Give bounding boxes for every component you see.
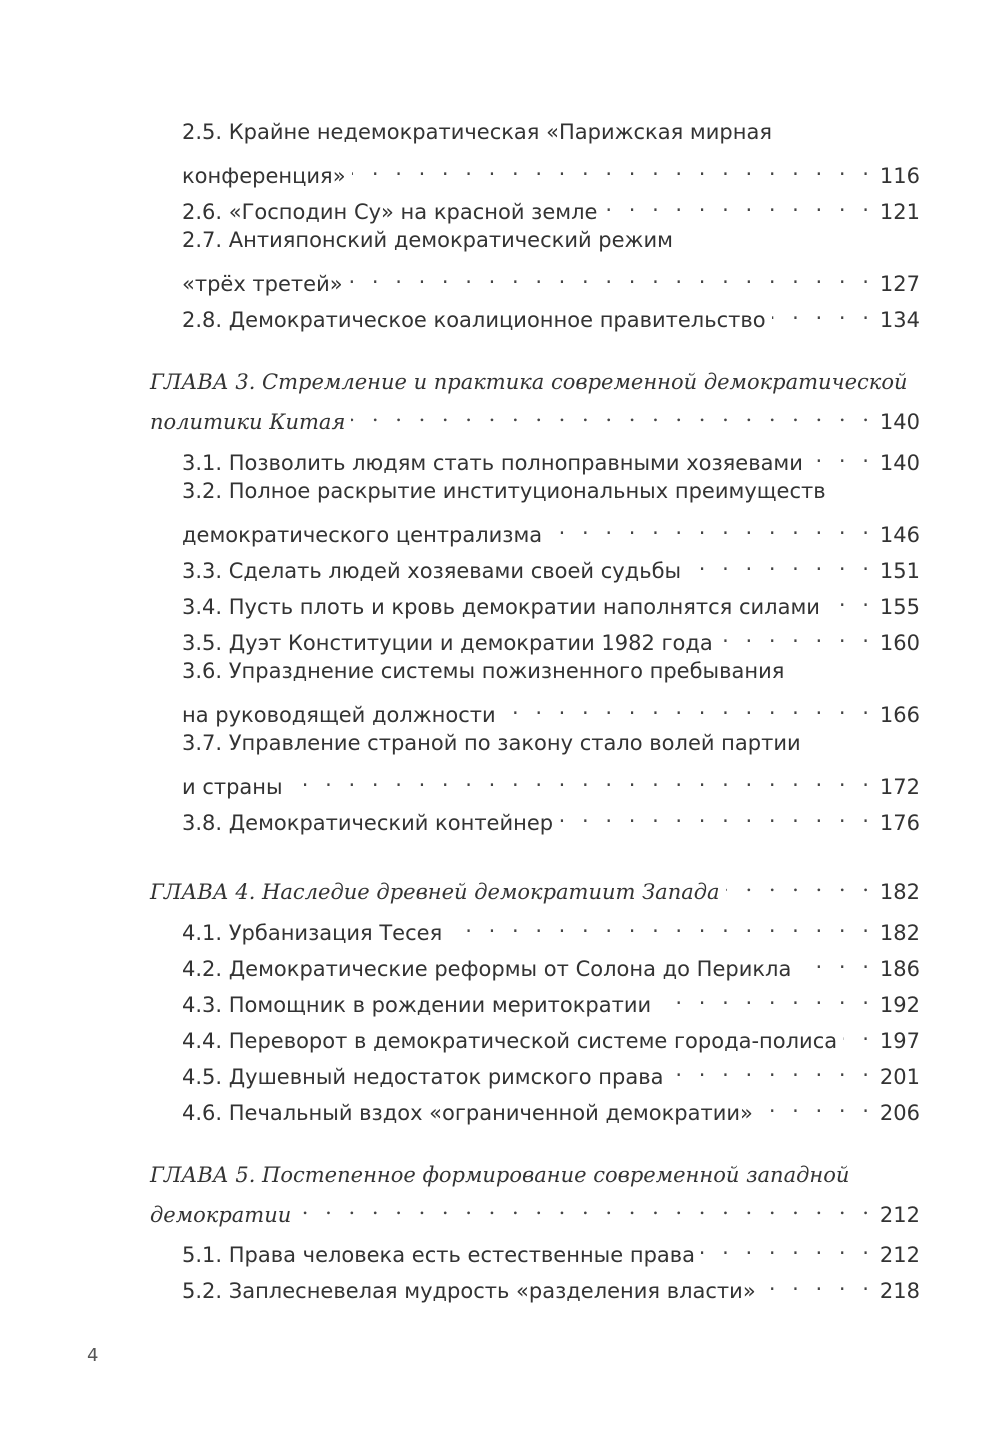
dot-leader <box>603 189 873 219</box>
toc-entry-title: 4.1. Урбанизация Тесея <box>182 921 443 945</box>
toc-page-number: 121 <box>879 200 920 224</box>
toc-page-number: 151 <box>879 559 920 583</box>
dot-leader <box>349 261 874 291</box>
toc-section-line <box>182 728 920 758</box>
toc-entry-title: 4.4. Переворот в демократической системе города-полиса <box>182 1029 838 1053</box>
toc-section-line <box>182 620 920 658</box>
toc-section-line <box>182 117 920 147</box>
dot-leader <box>548 512 874 542</box>
dot-leader <box>448 910 874 940</box>
toc-entry-title: 3.7. Управление страной по закону стало волей партии <box>182 731 801 755</box>
toc-section-line <box>182 476 920 506</box>
toc-section-line <box>182 548 920 586</box>
toc-entry-title: ГЛАВА 4. Наследие древней демократиит Запада <box>150 880 720 904</box>
toc-page-number: 116 <box>879 164 920 188</box>
toc-page-number: 127 <box>879 272 920 296</box>
toc-section-line <box>182 946 920 984</box>
toc-entry-title: политики Китая <box>150 410 346 434</box>
dot-leader <box>772 297 874 327</box>
toc-entry-title: 3.3. Сделать людей хозяевами своей судьбы <box>182 559 682 583</box>
toc-entry-title: 3.5. Дуэт Конституции и демократии 1982 года <box>182 631 713 655</box>
dot-leader <box>351 399 874 429</box>
toc-entry-title: демократического централизма <box>182 523 543 547</box>
toc-entry-title: 3.6. Упразднение системы пожизненного пребывания <box>182 659 785 683</box>
dot-leader <box>559 800 874 830</box>
toc-page-number: 206 <box>879 1101 920 1125</box>
toc-entry-title: на руководящей должности <box>182 703 496 727</box>
toc-page-number: 155 <box>879 595 920 619</box>
toc-chapter-line <box>150 1192 920 1230</box>
toc-entry-title: 3.2. Полное раскрытие институциональных преимуществ <box>182 479 826 503</box>
dot-leader <box>762 1268 874 1298</box>
toc-entry-title: 2.7. Антияпонский демократический режим <box>182 228 673 252</box>
toc-page-number: 140 <box>879 410 920 434</box>
toc-entry-title: 2.6. «Господин Су» на красной земле <box>182 200 598 224</box>
toc-page-number: 197 <box>879 1029 920 1053</box>
dot-leader <box>719 620 874 650</box>
toc-page-number: 218 <box>879 1279 920 1303</box>
dot-leader <box>669 1054 873 1084</box>
toc-section-line <box>182 261 920 299</box>
toc-entry-title: 5.1. Права человека есть естественные права <box>182 1243 696 1267</box>
toc-section-line <box>182 1090 920 1128</box>
toc-entry-title: 3.1. Позволить людям стать полноправными хозяевами <box>182 451 803 475</box>
toc-page-number: 212 <box>879 1243 920 1267</box>
toc-section-line <box>182 800 920 838</box>
dot-leader <box>701 1232 874 1262</box>
toc-entry-title: 5.2. Заплесневелая мудрость «разделения власти» <box>182 1279 756 1303</box>
toc-section-line <box>182 1268 920 1306</box>
toc-section-line <box>182 656 920 686</box>
dot-leader <box>826 584 874 614</box>
toc-section-line <box>182 512 920 550</box>
toc-section-line <box>182 1232 920 1270</box>
dot-leader <box>809 440 874 470</box>
toc-page-number: 160 <box>879 631 920 655</box>
toc-entry-title: 2.5. Крайне недемократическая «Парижская мирная <box>182 120 772 144</box>
toc-entry-title: «трёх третей» <box>182 272 343 296</box>
toc-section-line <box>182 692 920 730</box>
toc-page-number: 186 <box>879 957 920 981</box>
page-number: 4 <box>87 1345 99 1366</box>
toc-page-number: 212 <box>879 1203 920 1227</box>
dot-leader <box>297 1192 874 1222</box>
toc-entry-title: 4.3. Помощник в рождении меритократии <box>182 993 652 1017</box>
dot-leader <box>726 869 874 899</box>
toc-section-line <box>182 297 920 335</box>
dot-leader <box>797 946 874 976</box>
toc-chapter-line <box>150 1160 920 1190</box>
toc-page-number: 182 <box>879 921 920 945</box>
toc-page-number: 134 <box>879 308 920 332</box>
toc-page-number: 182 <box>879 880 920 904</box>
toc-page-number: 172 <box>879 775 920 799</box>
toc-entry-title: демократии <box>150 1203 292 1227</box>
dot-leader <box>759 1090 874 1120</box>
toc-section-line <box>182 153 920 191</box>
toc-page-number: 176 <box>879 811 920 835</box>
toc-page-number: 166 <box>879 703 920 727</box>
toc-entry-title: 4.6. Печальный вздох «ограниченной демократии» <box>182 1101 753 1125</box>
toc-chapter-line <box>150 869 920 907</box>
toc-entry-title: 4.2. Демократические реформы от Солона до Перикла <box>182 957 792 981</box>
toc-section-line <box>182 910 920 948</box>
toc-page-number: 192 <box>879 993 920 1017</box>
toc-section-line <box>182 1018 920 1056</box>
dot-leader <box>289 764 874 794</box>
toc-chapter-line <box>150 367 920 397</box>
toc-section-line <box>182 1054 920 1092</box>
toc-entry-title: 2.8. Демократическое коалиционное правительство <box>182 308 766 332</box>
toc-entry-title: и страны <box>182 775 283 799</box>
toc-section-line <box>182 225 920 255</box>
toc-section-line <box>182 982 920 1020</box>
toc-entry-title: конференция» <box>182 164 346 188</box>
toc-page-number: 201 <box>879 1065 920 1089</box>
toc-page-number: 140 <box>879 451 920 475</box>
toc-entry-title: ГЛАВА 3. Стремление и практика современной демократической <box>150 370 908 394</box>
toc-section-line <box>182 440 920 478</box>
dot-leader <box>687 548 874 578</box>
toc-section-line <box>182 189 920 227</box>
dot-leader <box>352 153 874 183</box>
toc-entry-title: 4.5. Душевный недостаток римского права <box>182 1065 664 1089</box>
toc-entry-title: ГЛАВА 5. Постепенное формирование современной западной <box>150 1163 850 1187</box>
dot-leader <box>843 1018 874 1048</box>
dot-leader <box>502 692 874 722</box>
dot-leader <box>657 982 874 1012</box>
toc-entry-title: 3.8. Демократический контейнер <box>182 811 554 835</box>
toc-page-number: 146 <box>879 523 920 547</box>
toc-section-line <box>182 764 920 802</box>
toc-section-line <box>182 584 920 622</box>
toc-chapter-line <box>150 399 920 437</box>
toc-entry-title: 3.4. Пусть плоть и кровь демократии наполнятся силами <box>182 595 820 619</box>
